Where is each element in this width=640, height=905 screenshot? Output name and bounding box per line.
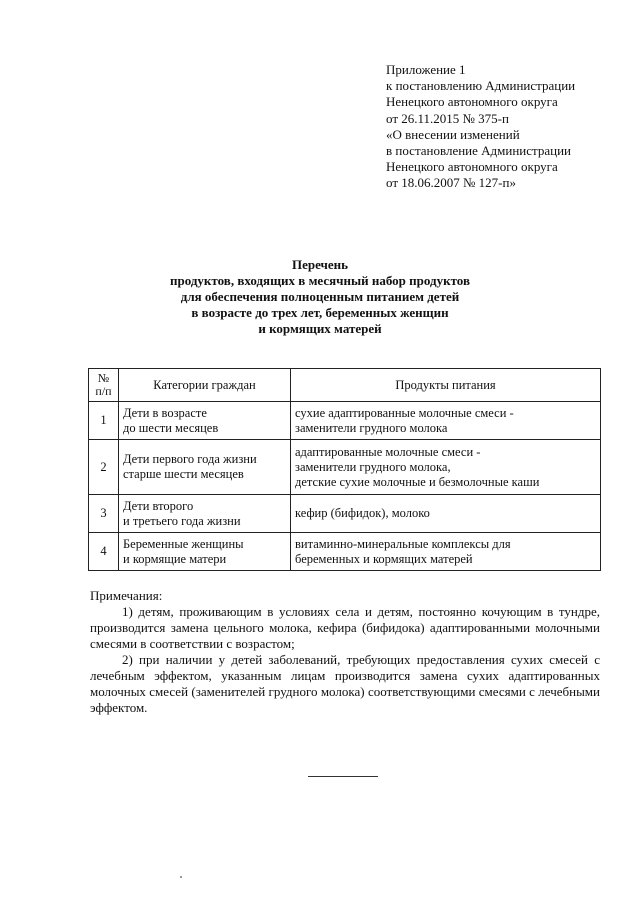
table-row xyxy=(89,495,601,533)
row-number: 2 xyxy=(89,440,119,495)
row-number: 3 xyxy=(89,495,119,533)
closing-rule xyxy=(308,776,378,777)
appendix-line: от 18.06.2007 № 127-п» xyxy=(386,175,516,191)
row-number: 4 xyxy=(89,533,119,571)
category-line: Дети первого года жизни xyxy=(123,452,257,466)
appendix-line: от 26.11.2015 № 375-п xyxy=(386,110,509,126)
appendix-block xyxy=(386,62,626,192)
appendix-line: в постановление Администрации xyxy=(386,143,572,159)
scan-speck xyxy=(180,876,182,878)
category-line: до шести месяцев xyxy=(123,420,219,435)
row-category xyxy=(119,533,291,571)
title-line: Перечень xyxy=(291,257,349,272)
note-item: 2) при наличии у детей заболеваний, требующих предоставления сухих смесей с лечебным эффектом, указанным лицам производится замена сухих адаптированных молочных смесей (заменителей грудного молока) соответствующими смесями с лечебными эффектом. xyxy=(90,652,600,715)
appendix-line: «О внесении изменений xyxy=(386,126,520,142)
products-table xyxy=(88,368,601,571)
category-line: старше шести месяцев xyxy=(123,467,244,481)
appendix-line: к постановлению Администрации xyxy=(386,78,576,94)
products-line: витаминно-минеральные комплексы для xyxy=(295,536,511,551)
products-line: адаптированные молочные смеси - xyxy=(295,444,481,459)
category-line: Дети в возрасте xyxy=(123,405,207,420)
row-category xyxy=(119,402,291,440)
header-products: Продукты питания xyxy=(291,369,601,402)
header-number xyxy=(89,369,119,402)
row-products xyxy=(291,533,601,571)
products-line: сухие адаптированные молочные смеси - xyxy=(295,405,514,420)
appendix-line: Ненецкого автономного округа xyxy=(386,159,558,175)
table-row xyxy=(89,440,601,495)
notes-heading: Примечания: xyxy=(90,588,163,603)
header-category: Категории граждан xyxy=(119,369,291,402)
products-line: кефир (бифидок), молоко xyxy=(295,506,430,520)
products-line: беременных и кормящих матерей xyxy=(295,551,473,566)
row-products xyxy=(291,440,601,495)
appendix-line: Ненецкого автономного округа xyxy=(386,94,558,110)
category-line: и третьего года жизни xyxy=(123,513,241,528)
products-line: заменители грудного молока xyxy=(295,420,448,435)
products-line: заменители грудного молока, xyxy=(295,459,451,474)
header-number-line1: № xyxy=(97,371,110,385)
notes-block xyxy=(90,588,600,716)
row-products xyxy=(291,495,601,533)
appendix-line: Приложение 1 xyxy=(386,62,466,77)
title-line: и кормящих матерей xyxy=(258,321,382,336)
document-title xyxy=(60,257,580,337)
title-line: продуктов, входящих в месячный набор продуктов xyxy=(170,273,470,288)
category-line: Дети второго xyxy=(123,498,194,513)
title-line: для обеспечения полноценным питанием детей xyxy=(180,289,460,304)
row-category xyxy=(119,495,291,533)
header-number-line2: п/п xyxy=(95,384,112,398)
title-line: в возрасте до трех лет, беременных женщин xyxy=(191,305,449,320)
table-header-row xyxy=(89,369,601,402)
table-row xyxy=(89,533,601,571)
row-products xyxy=(291,402,601,440)
row-category xyxy=(119,440,291,495)
row-number: 1 xyxy=(89,402,119,440)
table-row xyxy=(89,402,601,440)
category-line: Беременные женщины xyxy=(123,536,244,551)
note-item: 1) детям, проживающим в условиях села и детям, постоянно кочующим в тундре, производится замена цельного молока, кефира (бифидока) адаптированными молочными смесями в соответствии с возрастом; xyxy=(90,604,600,651)
category-line: и кормящие матери xyxy=(123,551,227,566)
products-line: детские сухие молочные и безмолочные каши xyxy=(295,474,540,489)
